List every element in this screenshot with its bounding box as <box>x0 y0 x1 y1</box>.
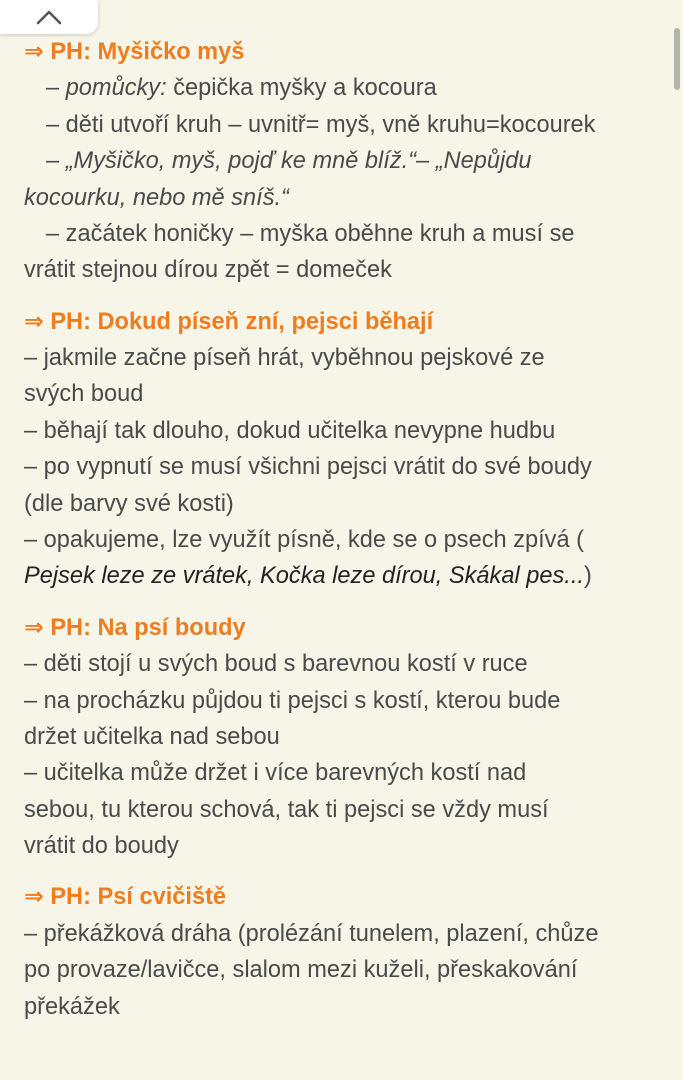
text-line <box>24 558 664 594</box>
section-psi-cviciste <box>24 879 664 1025</box>
text-line: držet učitelka nad sebou <box>24 723 280 750</box>
emphasis-span: Pejsek leze ze vrátek, Kočka leze dírou, Skákal pes... <box>24 563 584 590</box>
text-line: – jakmile začne píseň hrát, vyběhnou pejskové ze <box>24 345 545 372</box>
section-dokud-pisen-zni <box>24 304 664 595</box>
chevron-up-icon <box>35 9 63 25</box>
text-line: vrátit do boudy <box>24 833 179 860</box>
text-line: kocourku, nebo mě sníš.“ <box>24 184 289 211</box>
text-line: po provaze/lavičce, slalom mezi kuželi, přeskakování <box>24 957 578 984</box>
section-mysicko-mys <box>24 34 664 289</box>
text-line <box>24 70 664 106</box>
section-heading: ⇒ PH: Na psí boudy <box>24 614 246 641</box>
text-line: svých boud <box>24 381 144 408</box>
text-span: čepička myšky a kocoura <box>166 75 437 102</box>
text-line: – děti stojí u svých boud s barevnou kostí v ruce <box>24 651 528 678</box>
text-line: vrátit stejnou dírou zpět = domeček <box>24 257 392 284</box>
text-line: – začátek honičky – myška oběhne kruh a musí se <box>46 221 575 248</box>
text-span: – <box>46 148 66 175</box>
text-line: – překážková dráha (prolézání tunelem, plazení, chůze <box>24 920 599 947</box>
text-line: – na procházku půjdou ti pejsci s kostí, kterou bude <box>24 687 561 714</box>
text-line <box>24 143 664 179</box>
section-heading: ⇒ PH: Myšičko myš <box>24 39 245 65</box>
text-line: – učitelka může držet i více barevných kostí nad <box>24 760 527 787</box>
text-line: – po vypnutí se musí všichni pejsci vrátit do své boudy <box>24 454 592 481</box>
text-line: sebou, tu kterou schová, tak ti pejsci se vždy musí <box>24 796 549 823</box>
document-body <box>24 34 664 1025</box>
text-line: – běhají tak dlouho, dokud učitelka nevypne hudbu <box>24 417 556 444</box>
text-span: ) <box>583 563 592 590</box>
text-span: – <box>46 75 66 102</box>
section-heading: ⇒ PH: Dokud píseň zní, pejsci běhají <box>24 308 434 335</box>
scrollbar-thumb[interactable] <box>674 28 680 90</box>
emphasis-span: „Myšičko, myš, pojď ke mně blíž.“– „Nepůjdu <box>65 148 532 175</box>
text-line: překážek <box>24 993 120 1020</box>
section-na-psi-boudy <box>24 610 664 865</box>
section-heading: ⇒ PH: Psí cvičiště <box>24 884 227 911</box>
emphasis-span: pomůcky: <box>65 75 167 102</box>
text-line: – opakujeme, lze využít písně, kde se o psech zpívá ( <box>24 527 584 554</box>
collapse-button[interactable] <box>0 0 98 34</box>
text-line: (dle barvy své kosti) <box>24 490 234 517</box>
text-line: – děti utvoří kruh – uvnitř= myš, vně kruhu=kocourek <box>46 111 596 138</box>
